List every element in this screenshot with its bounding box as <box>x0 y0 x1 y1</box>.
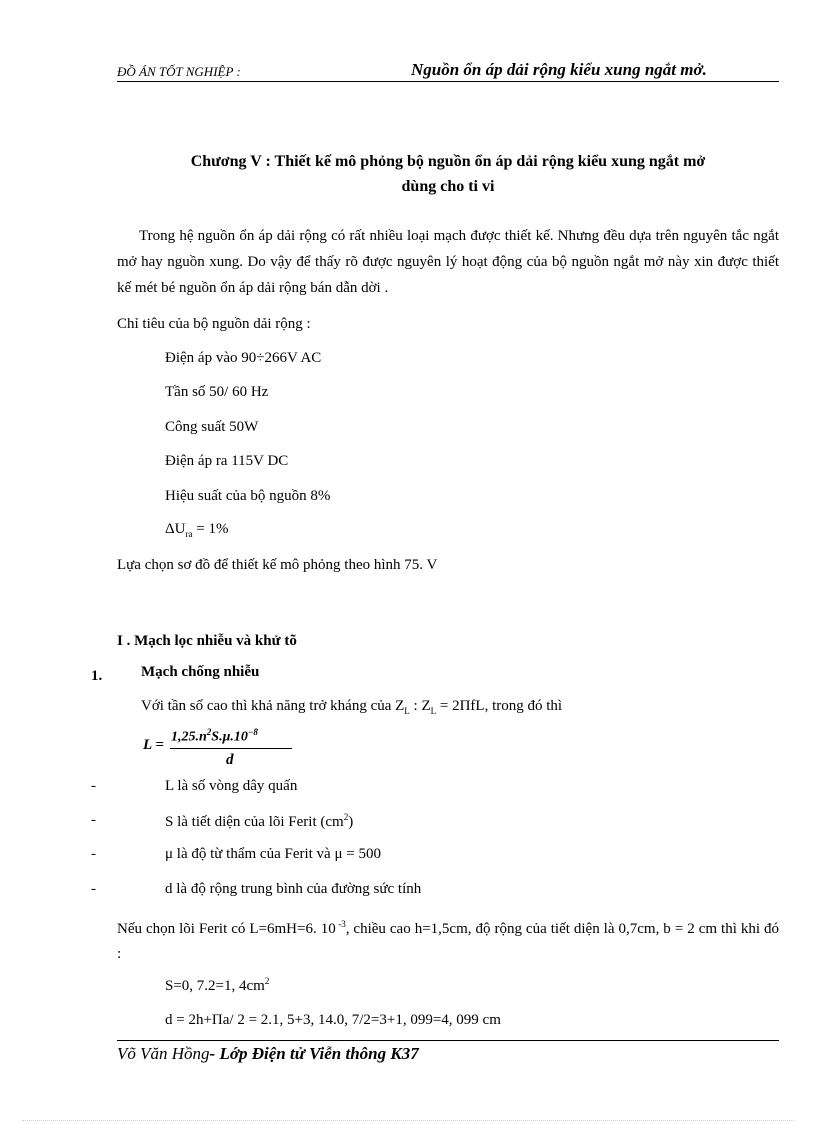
ferit-a: Nếu chọn lõi Ferit có L=6mH=6. 10 <box>117 921 336 937</box>
s-calc-text: S=0, 7.2=1, 4cm <box>165 978 265 994</box>
intro-paragraph <box>117 223 779 301</box>
ferit-b: , chiều cao h=1,5cm, độ rộng của tiết diện là 0,7cm, b = 2 cm thì khi đó : <box>117 921 779 962</box>
subsection-title: Mạch chống nhiễu <box>141 664 260 680</box>
delta-suffix: = 1% <box>192 521 229 537</box>
zl-sub1: L <box>404 706 410 716</box>
spec-item: Điện áp ra 115V DC <box>165 453 289 469</box>
delta-spec <box>165 521 228 539</box>
ferit-paragraph <box>117 912 779 967</box>
header-right: Nguồn ổn áp dải rộng kiểu xung ngắt mở. <box>411 60 707 79</box>
bullet-marker: - <box>91 846 96 862</box>
formula-numerator <box>171 727 258 746</box>
choice-sentence: Lựa chọn sơ đồ để thiết kế mô phỏng theo hình 75. V <box>117 557 438 573</box>
footer-divider <box>117 1040 779 1041</box>
intro-text: Trong hệ nguồn ổn áp dải rộng có rất nhiều loại mạch được thiết kế. Nhưng đều dựa trên nguyên tắc ngắt mở hay nguồn xung. Do vậy để thấy rõ được nguyên lý hoạt động của bộ nguồn ngắt mở này xin được thiết kế mét bé nguồn ổn áp dải rộng bán dẫn dời . <box>117 228 779 296</box>
footer-name: Võ Văn Hồng <box>117 1044 210 1063</box>
bullet-item: d là độ rộng trung bình của đường sức tính <box>165 881 422 897</box>
zl-a: Với tần số cao thì khả năng trở kháng của Z <box>141 698 405 714</box>
ferit-text <box>117 912 779 967</box>
formula-lhs: L = <box>143 737 164 753</box>
header-left: ĐỒ ÁN TỐT NGHIỆP : <box>117 64 241 79</box>
bullet-marker: - <box>91 812 96 828</box>
formula-n-exp: 2 <box>206 727 212 737</box>
formula-num-b: S.μ.10 <box>211 729 248 745</box>
footer <box>117 1044 419 1064</box>
ferit-exp: -3 <box>335 919 346 929</box>
bullet-marker: - <box>91 778 96 794</box>
s-calculation <box>165 976 269 995</box>
section-heading: I . Mạch lọc nhiễu và khử tõ <box>117 633 297 649</box>
footer-class: - Lớp Điện tử Viễn thông K37 <box>209 1044 419 1063</box>
bullet-item: μ là độ từ thẩm của Ferit và μ = 500 <box>165 846 381 862</box>
zl-b: : Z <box>409 698 431 714</box>
spec-heading: Chỉ tiêu của bộ nguồn dải rộng : <box>117 316 311 332</box>
subsection-number: 1. <box>91 668 103 684</box>
bullet-b2-end: ) <box>348 814 354 830</box>
chapter-title-line2: dùng cho ti vi <box>401 178 495 195</box>
zl-c: = 2ΠfL, trong đó thì <box>436 698 563 714</box>
bullet-b2-text: S là tiết diện của lõi Ferit (cm <box>165 814 344 830</box>
zl-sentence <box>141 698 562 716</box>
spec-item: Công suất 50W <box>165 419 259 435</box>
delta-prefix: ΔU <box>165 521 186 537</box>
bullet-marker: - <box>91 881 96 897</box>
bullet-item <box>165 812 353 831</box>
inductance-formula <box>143 727 303 777</box>
bullet-item: L là số vòng dây quấn <box>165 778 298 794</box>
s-calc-exp: 2 <box>264 976 270 986</box>
formula-num-a: 1,25.n <box>171 729 207 745</box>
bullet-b2-exp: 2 <box>343 812 349 822</box>
formula-denominator: d <box>226 752 234 768</box>
header-divider <box>117 81 779 82</box>
spec-item: Tần số 50/ 60 Hz <box>165 384 269 400</box>
delta-sub: ra <box>185 529 193 539</box>
zl-sub2: L <box>430 706 437 716</box>
formula-exp: −8 <box>247 727 258 737</box>
fraction-bar <box>170 748 292 749</box>
d-calculation: d = 2h+Πa/ 2 = 2.1, 5+3, 14.0, 7/2=3+1, 099=4, 099 cm <box>165 1012 501 1028</box>
spec-item: Điện áp vào 90÷266V AC <box>165 350 322 366</box>
spec-item: Hiệu suất của bộ nguồn 8% <box>165 488 331 504</box>
page-bottom-border <box>22 1120 794 1121</box>
chapter-title-line1: Chương V : Thiết kế mô phỏng bộ nguồn ổn áp dải rộng kiểu xung ngắt mở <box>190 153 706 170</box>
